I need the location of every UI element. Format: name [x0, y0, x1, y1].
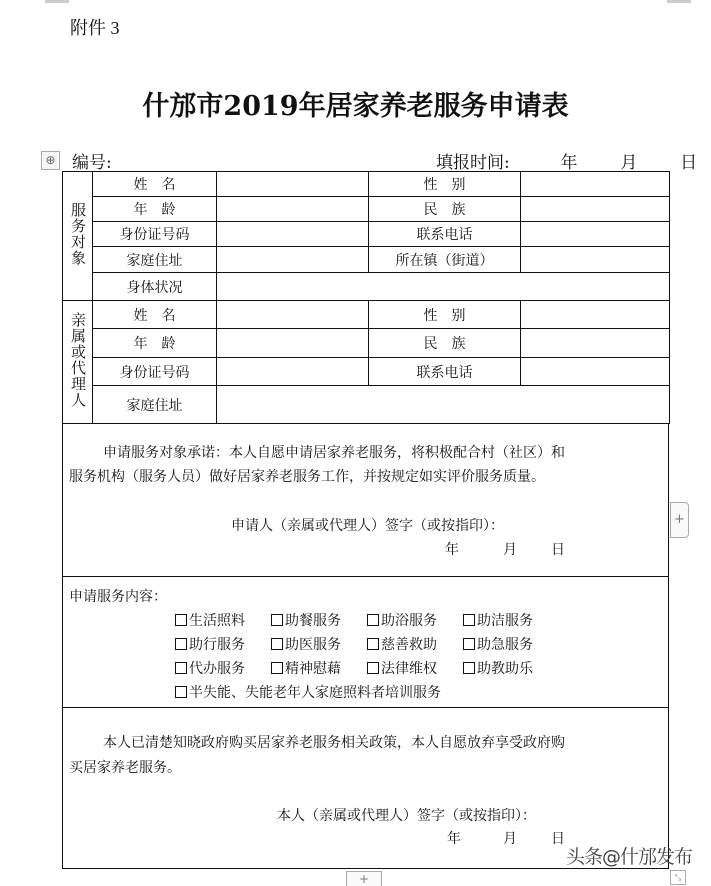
field-label: 身体状况: [93, 273, 217, 301]
waiver-date-year: 年: [447, 831, 461, 847]
page-corner-marker: [45, 0, 69, 3]
services-label: 申请服务内容：: [69, 589, 167, 605]
add-column-button[interactable]: +: [670, 502, 689, 538]
checkbox-icon[interactable]: [271, 662, 283, 674]
town-field[interactable]: [521, 247, 670, 273]
field-label: 联系电话: [369, 222, 521, 247]
service-option-checkbox[interactable]: 助洁服务: [463, 610, 559, 630]
relative-ethnicity-field[interactable]: [521, 329, 670, 358]
name-field[interactable]: [217, 172, 369, 197]
commitment-text-line2: 服务机构（服务人员）做好居家养老服务工作，并按规定如实评价服务质量。: [69, 469, 545, 485]
service-option-checkbox[interactable]: 半失能、失能老年人家庭照料者培训服务: [175, 682, 441, 702]
field-label: 家庭住址: [93, 247, 217, 273]
table-move-handle-icon[interactable]: ⊕: [41, 151, 60, 170]
checkbox-icon[interactable]: [271, 638, 283, 650]
checkbox-icon[interactable]: [463, 638, 475, 650]
commitment-date-day: 日: [551, 542, 565, 558]
address-field[interactable]: [217, 247, 369, 273]
gender-field[interactable]: [521, 172, 670, 197]
fill-date-day: 日: [680, 153, 698, 173]
checkbox-icon[interactable]: [463, 662, 475, 674]
add-row-button[interactable]: +: [346, 871, 382, 886]
fill-date: [436, 148, 697, 173]
field-label: 家庭住址: [93, 386, 217, 424]
table-row: [63, 273, 670, 301]
field-label: 身份证号码: [93, 222, 217, 247]
checkbox-icon[interactable]: [367, 662, 379, 674]
field-label: 性 别: [369, 172, 521, 197]
id-number-field[interactable]: [217, 222, 369, 247]
waiver-signature-label: 本人（亲属或代理人）签字（或按指印）：: [277, 808, 536, 824]
table-row: [63, 172, 670, 197]
field-label: 民 族: [369, 329, 521, 358]
field-label: 身份证号码: [93, 358, 217, 386]
service-target-section: 服务对象: [63, 172, 93, 301]
checkbox-icon[interactable]: [463, 614, 475, 626]
commitment-text-line1: 申请服务对象承诺：本人自愿申请居家养老服务，将积极配合村（社区）和: [103, 445, 565, 461]
field-label: 性 别: [369, 301, 521, 329]
relative-age-field[interactable]: [217, 329, 369, 358]
service-option-checkbox[interactable]: 助教助乐: [463, 658, 559, 678]
service-option-checkbox[interactable]: 法律维权: [367, 658, 463, 678]
commitment-date-year: 年: [445, 542, 459, 558]
field-label: 联系电话: [369, 358, 521, 386]
watermark: 头条@什邡发布: [566, 846, 693, 868]
application-form-table: [62, 171, 670, 424]
service-option-checkbox[interactable]: 助浴服务: [367, 610, 463, 630]
commitment-date-month: 月: [503, 542, 517, 558]
fill-date-month: 月: [620, 153, 638, 173]
relative-id-number-field[interactable]: [217, 358, 369, 386]
field-label: 姓 名: [93, 172, 217, 197]
waiver-date-month: 月: [503, 831, 517, 847]
table-row: [63, 301, 670, 329]
relative-address-field[interactable]: [217, 386, 670, 424]
services-row: [175, 658, 559, 678]
service-option-checkbox[interactable]: 助行服务: [175, 634, 271, 654]
service-option-checkbox[interactable]: 精神慰藉: [271, 658, 367, 678]
table-resize-icon[interactable]: ⤡: [670, 870, 686, 885]
serial-number-label: 编号:: [72, 153, 112, 173]
relative-phone-field[interactable]: [521, 358, 670, 386]
ethnicity-field[interactable]: [521, 197, 670, 222]
health-status-field[interactable]: [217, 273, 670, 301]
table-row: [63, 386, 670, 424]
checkbox-icon[interactable]: [367, 614, 379, 626]
page-corner-marker: [667, 0, 691, 3]
service-option-checkbox[interactable]: 代办服务: [175, 658, 271, 678]
services-row: [175, 610, 559, 630]
table-row: [63, 358, 670, 386]
field-label: 所在镇（街道）: [369, 247, 521, 273]
field-label: 民 族: [369, 197, 521, 222]
fill-date-label: 填报时间:: [436, 153, 510, 173]
annex-label: 附件 3: [70, 18, 120, 38]
services-row: [175, 682, 441, 702]
table-row: [63, 222, 670, 247]
field-label: 年 龄: [93, 329, 217, 358]
fill-date-year: 年: [560, 153, 578, 173]
field-label: 姓 名: [93, 301, 217, 329]
table-row: [63, 329, 670, 358]
phone-field[interactable]: [521, 222, 670, 247]
waiver-date-day: 日: [551, 831, 565, 847]
relative-name-field[interactable]: [217, 301, 369, 329]
table-row: [63, 247, 670, 273]
commitment-section: [62, 424, 669, 577]
checkbox-icon[interactable]: [175, 638, 187, 650]
age-field[interactable]: [217, 197, 369, 222]
service-option-checkbox[interactable]: 慈善救助: [367, 634, 463, 654]
table-row: [63, 197, 670, 222]
waiver-text-line2: 买居家养老服务。: [69, 760, 181, 776]
relative-gender-field[interactable]: [521, 301, 670, 329]
service-option-checkbox[interactable]: 助急服务: [463, 634, 559, 654]
checkbox-icon[interactable]: [175, 662, 187, 674]
service-option-checkbox[interactable]: 助医服务: [271, 634, 367, 654]
applicant-signature-label: 申请人（亲属或代理人）签字（或按指印）：: [231, 518, 504, 534]
waiver-text-line1: 本人已清楚知晓政府购买居家养老服务相关政策，本人自愿放弃享受政府购: [103, 735, 565, 751]
services-row: [175, 634, 559, 654]
relative-section: 亲属或代理人: [63, 301, 93, 424]
checkbox-icon[interactable]: [175, 614, 187, 626]
service-option-checkbox[interactable]: 生活照料: [175, 610, 271, 630]
service-option-checkbox[interactable]: 助餐服务: [271, 610, 367, 630]
checkbox-icon[interactable]: [367, 638, 379, 650]
checkbox-icon[interactable]: [271, 614, 283, 626]
checkbox-icon[interactable]: [175, 686, 187, 698]
field-label: 年 龄: [93, 197, 217, 222]
page-title: 什邡市2019年居家养老服务申请表: [142, 91, 569, 122]
